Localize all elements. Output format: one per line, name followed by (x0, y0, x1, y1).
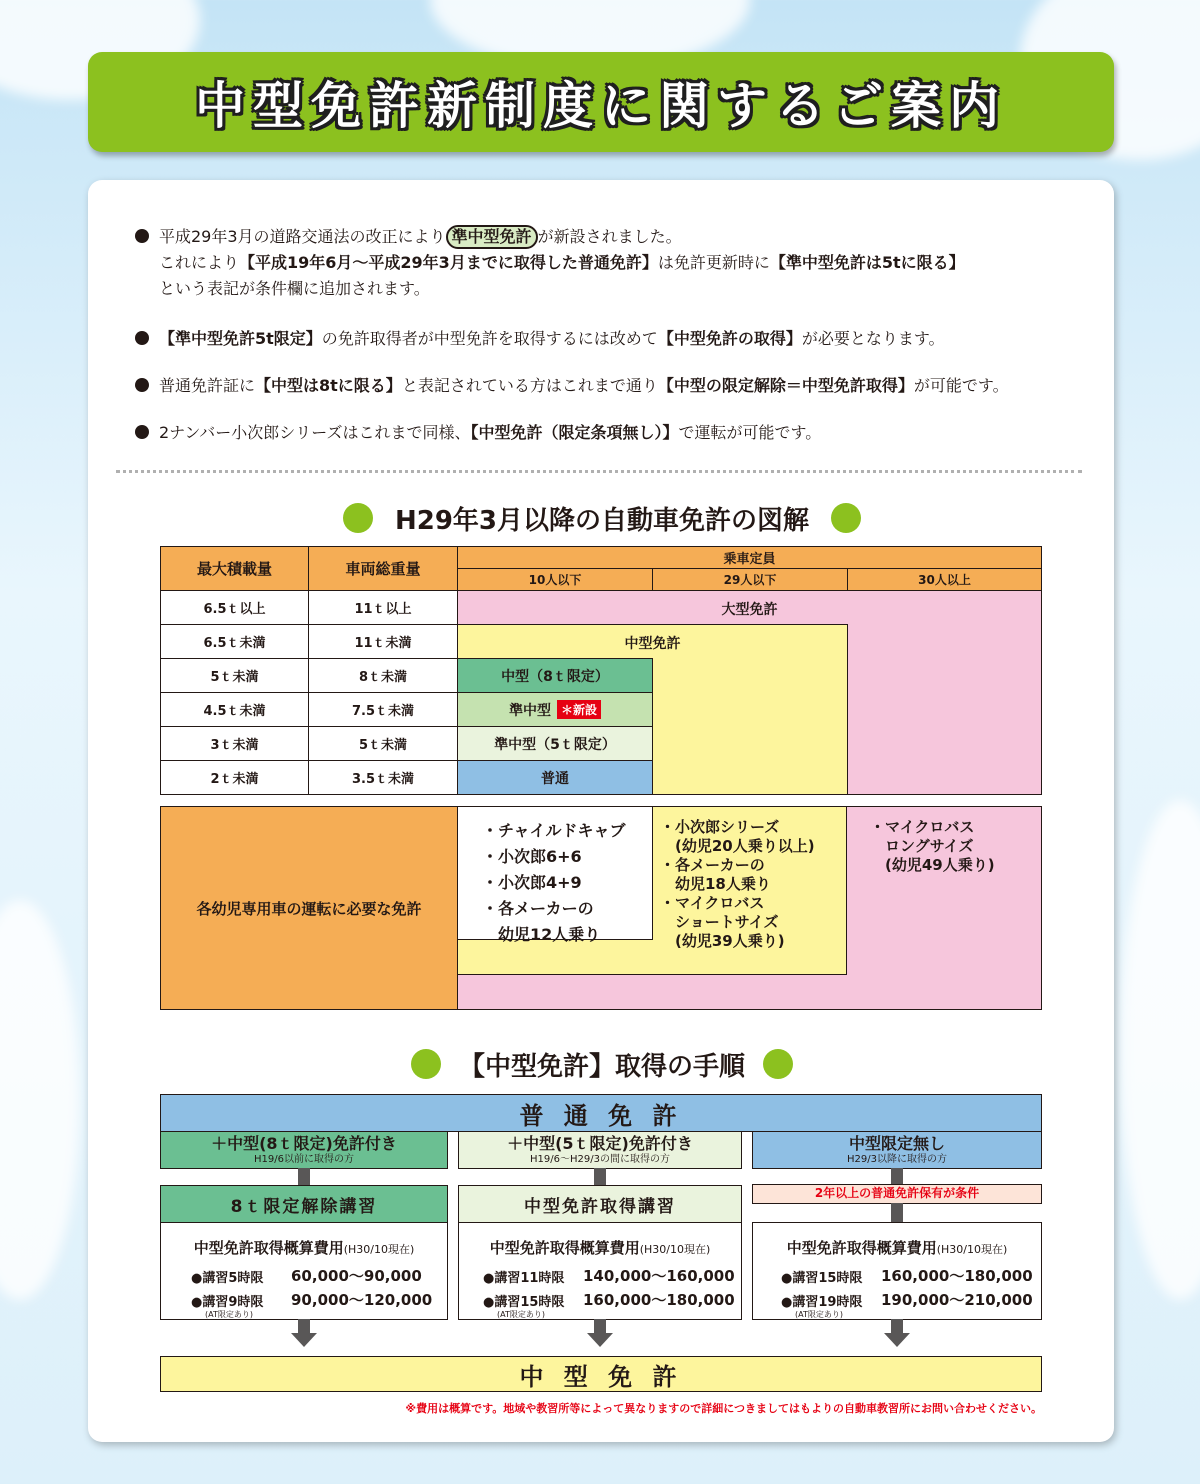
note-emphasis: 【中型免許（限定条項無し）】 (470, 423, 679, 442)
arrow-down-icon (884, 1333, 910, 1347)
row-load: 2ｔ未満 (160, 760, 309, 795)
bullet-icon (135, 378, 149, 392)
connector (298, 1319, 310, 1333)
row-weight: 7.5ｔ未満 (308, 692, 458, 727)
note-text: は免許更新時に (657, 253, 770, 272)
row-weight: 11ｔ以上 (308, 590, 458, 625)
note-text: で運転が可能です。 (678, 423, 822, 442)
connector (891, 1203, 903, 1223)
bullet-icon (135, 425, 149, 439)
header-max-load: 最大積載量 (160, 546, 309, 591)
medium-license-course: 中型免許取得講習 (458, 1185, 742, 1223)
fee-box-2: 中型免許取得概算費用(H30/10現在) ●講習11時限 140,000～160,000 ●講習15時限 (AT限定あり) 160,000～180,000 (458, 1222, 742, 1320)
fee-box-3: 中型免許取得概算費用(H30/10現在) ●講習15時限 160,000～180,000 ●講習19時限 (AT限定あり) 190,000～210,000 (752, 1222, 1042, 1320)
note-text: と表記されている方はこれまで通り (401, 376, 658, 395)
connector (594, 1319, 606, 1333)
green-dot-icon (763, 1049, 793, 1079)
bullet-icon (135, 331, 149, 345)
diagram-heading-text: H29年3月以降の自動車免許の図解 (394, 505, 810, 536)
title-banner (88, 52, 1114, 152)
large-license-area: 大型免許 (457, 590, 1042, 795)
green-dot-icon (411, 1049, 441, 1079)
note-emphasis: 【中型の限定解除＝中型免許取得】 (657, 376, 914, 395)
path-no-limit-header: 中型限定無し H29/3以降に取得の方 (752, 1131, 1042, 1169)
note-emphasis: 【中型は8tに限る】 (255, 376, 402, 395)
medium-license-area: 中型免許 (457, 624, 848, 795)
dotted-divider (116, 470, 1082, 473)
row-load: 6.5ｔ未満 (160, 624, 309, 659)
row-load: 3ｔ未満 (160, 726, 309, 761)
note-2 (135, 326, 945, 352)
path-medium-8t-header: ＋中型(8ｔ限定)免許付き H19/6以前に取得の方 (160, 1131, 448, 1169)
row-weight: 5ｔ未満 (308, 726, 458, 761)
arrow-down-icon (587, 1333, 613, 1347)
row-load: 5ｔ未満 (160, 658, 309, 693)
cost-footnote: ※費用は概算です。地域や教習所等によって異なりますので詳細につきましてはもよりの自動車教習所にお問い合わせください。 (405, 1402, 1042, 1415)
condition-banner: 2年以上の普通免許保有が条件 (752, 1184, 1042, 1204)
note-emphasis: 【準中型免許5t限定】 (159, 329, 322, 348)
procedure-heading-text: 【中型免許】取得の手順 (458, 1051, 745, 1082)
note-text: の免許取得者が中型免許を取得するには改めて (321, 329, 658, 348)
header-cap-10: 10人以下 (457, 568, 653, 591)
semi-medium-license-tag: 準中型免許 (446, 225, 538, 249)
note-text: という表記が条件欄に追加されます。 (159, 279, 430, 298)
limit-removal-course: 8ｔ限定解除講習 (160, 1185, 448, 1223)
row-weight: 3.5ｔ未満 (308, 760, 458, 795)
normal-license-bar: 普 通 免 許 (160, 1094, 1042, 1132)
kids-list-normal: ・チャイルドキャブ ・小次郎6+6 ・小次郎4+9 ・各メーカーの 幼児12人乗り (482, 821, 626, 944)
row-load: 4.5ｔ未満 (160, 692, 309, 727)
background-cloud (1120, 800, 1200, 1300)
note-text: が新設されました。 (537, 227, 682, 246)
note-text: が可能です。 (913, 376, 1009, 395)
note-4 (135, 420, 821, 446)
connector (298, 1168, 310, 1186)
green-dot-icon (343, 503, 373, 533)
row-weight: 8ｔ未満 (308, 658, 458, 693)
page-title: 中型免許新制度に関するご案内 (195, 77, 1007, 135)
note-emphasis: 【平成19年6月～平成29年3月までに取得した普通免許】 (239, 253, 658, 272)
normal-license: 普通 (457, 760, 653, 795)
note-1 (135, 224, 965, 302)
header-gross-weight: 車両総重量 (308, 546, 458, 591)
row-load: 6.5ｔ以上 (160, 590, 309, 625)
note-text: これにより (159, 253, 240, 272)
procedure-heading (160, 1044, 1044, 1084)
semi-medium-license: 準中型 ＊新設 (457, 692, 653, 727)
fee-box-1: 中型免許取得概算費用(H30/10現在) ●講習5時限 60,000～90,000 ●講習9時限 (AT限定あり) 90,000～120,000 (160, 1222, 448, 1320)
note-emphasis: 【中型免許の取得】 (657, 329, 802, 348)
header-cap-30: 30人以上 (847, 568, 1042, 591)
kids-vehicle-label: 各幼児専用車の運転に必要な免許 (160, 806, 458, 1010)
note-emphasis: 【準中型免許は5tに限る】 (769, 253, 965, 272)
path-medium-5t-header: ＋中型(5ｔ限定)免許付き H19/6～H29/3の間に取得の方 (458, 1131, 742, 1169)
connector (594, 1168, 606, 1186)
header-capacity: 乗車定員 (457, 546, 1042, 569)
kids-list-medium: ・小次郎シリーズ (幼児20人乗り以上) ・各メーカーの 幼児18人乗り ・マイクロバス ショートサイズ (幼児39人乗り) (660, 818, 815, 950)
note-3 (135, 373, 1009, 399)
kids-list-large: ・マイクロバス ロングサイズ (幼児49人乗り) (870, 818, 995, 874)
green-dot-icon (831, 503, 861, 533)
arrow-down-icon (291, 1333, 317, 1347)
note-text: 2ナンバー小次郎シリーズはこれまで同様、 (159, 423, 471, 442)
medium-8t-license: 中型（8ｔ限定） (457, 658, 653, 693)
note-text: 普通免許証に (159, 376, 256, 395)
header-cap-29: 29人以下 (652, 568, 848, 591)
semi-medium-5t-license: 準中型（5ｔ限定） (457, 726, 653, 761)
bullet-icon (135, 229, 149, 243)
note-text: 平成29年3月の道路交通法の改正により (159, 227, 446, 246)
note-text: が必要となります。 (801, 329, 945, 348)
diagram-heading (160, 498, 1044, 538)
row-weight: 11ｔ未満 (308, 624, 458, 659)
new-badge: ＊新設 (557, 700, 601, 719)
background-cloud (0, 900, 80, 1300)
connector (891, 1319, 903, 1333)
medium-license-goal-bar: 中 型 免 許 (160, 1356, 1042, 1392)
